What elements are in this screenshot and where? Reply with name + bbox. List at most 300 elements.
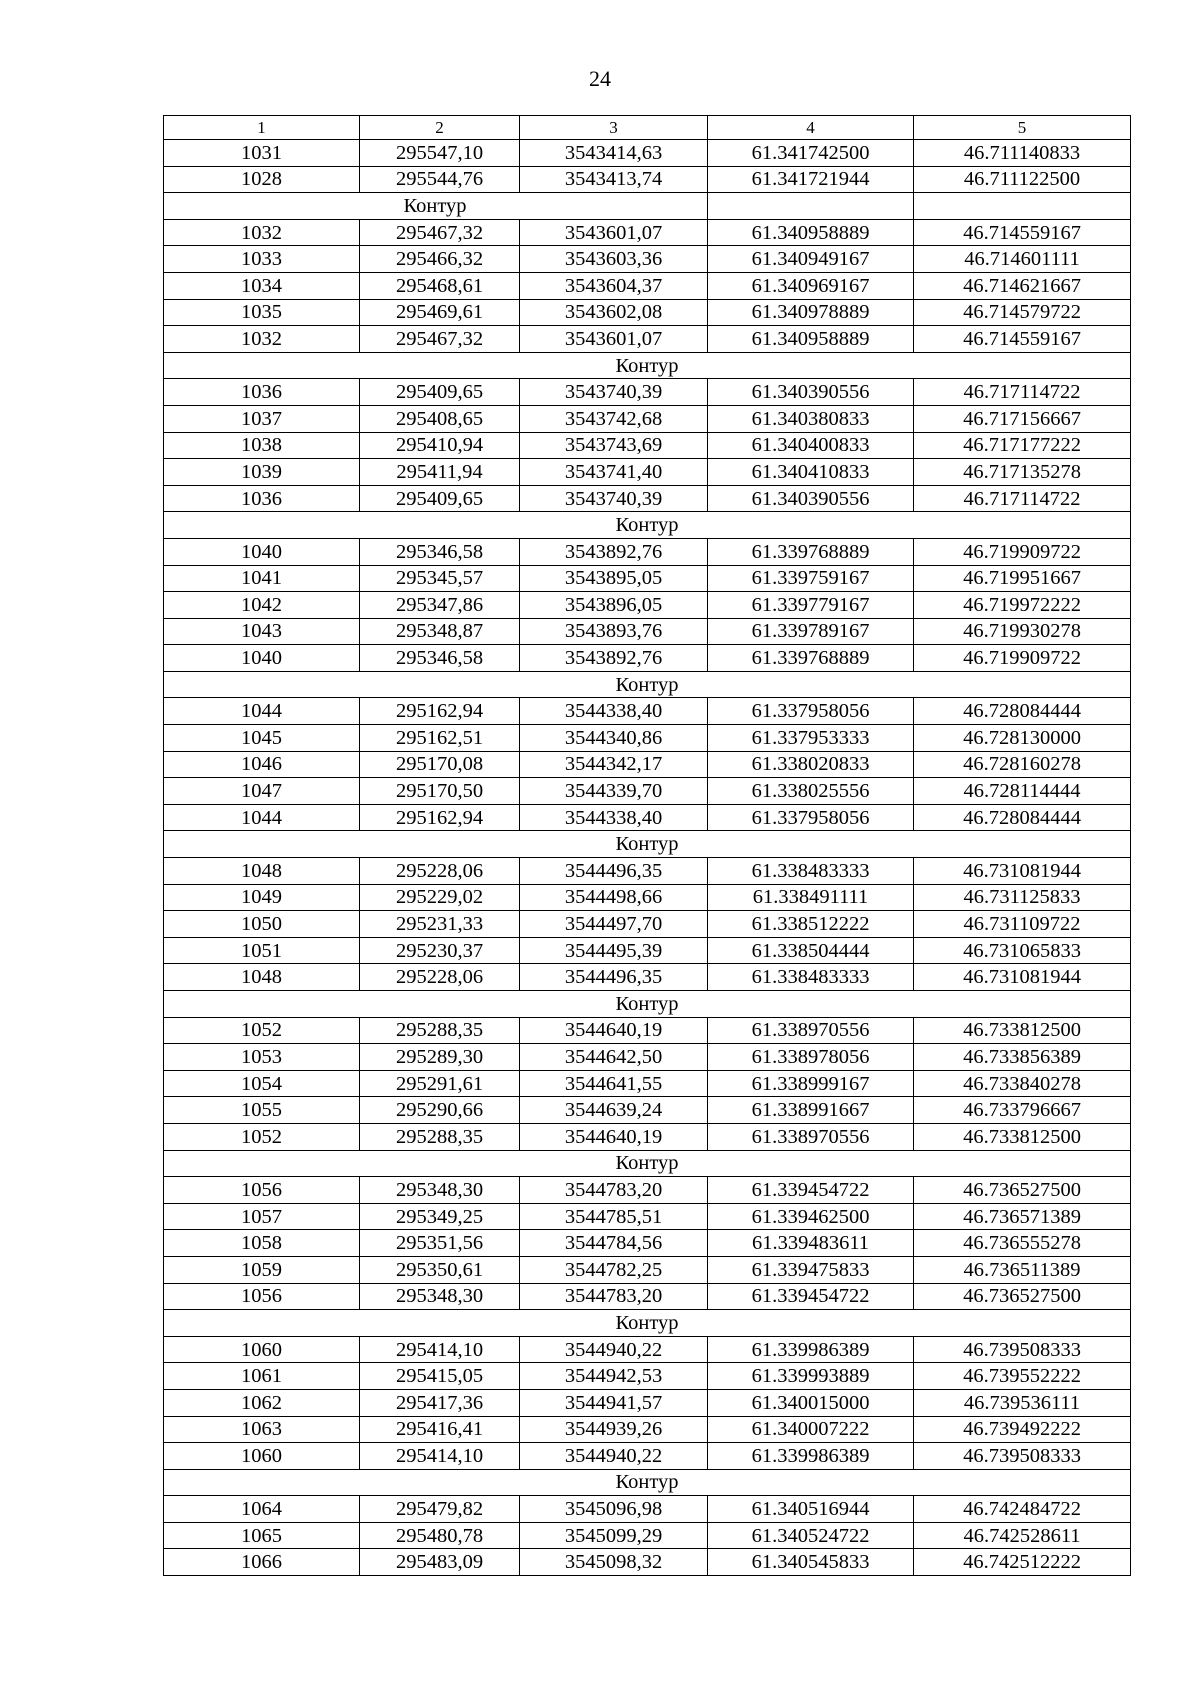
table-cell-col-4: 61.338483333 [708, 964, 914, 991]
table-cell-col-5: 46.717135278 [914, 459, 1131, 486]
table-cell-col-1: 1049 [164, 884, 360, 911]
table-cell-col-5: 46.714601111 [914, 246, 1131, 273]
table-cell-col-3: 3543740,39 [520, 379, 708, 406]
table-cell-col-3: 3544496,35 [520, 858, 708, 885]
table-cell-col-5: 46.733840278 [914, 1070, 1131, 1097]
table-row [164, 725, 1131, 752]
contour-label-row [164, 1150, 1131, 1177]
table-cell-col-4: 61.340400833 [708, 432, 914, 459]
table-cell-col-4: 61.340958889 [708, 219, 914, 246]
table-cell-col-1: 1032 [164, 326, 360, 353]
table-cell-col-4: 61.340969167 [708, 272, 914, 299]
table-cell-col-2: 295416,41 [360, 1416, 520, 1443]
table-cell-col-5: 46.733796667 [914, 1097, 1131, 1124]
table-cell-col-4: 61.340545833 [708, 1549, 914, 1576]
table-cell-col-5: 46.731081944 [914, 858, 1131, 885]
table-cell-col-5: 46.739492222 [914, 1416, 1131, 1443]
table-cell-col-3: 3543893,76 [520, 618, 708, 645]
column-header-5: 5 [914, 116, 1131, 140]
table-cell-col-3: 3543892,76 [520, 538, 708, 565]
table-cell-col-1: 1048 [164, 964, 360, 991]
table-cell-col-2: 295469,61 [360, 299, 520, 326]
table-cell-col-3: 3543743,69 [520, 432, 708, 459]
table-cell-col-4: 61.338970556 [708, 1123, 914, 1150]
table-cell-col-1: 1041 [164, 565, 360, 592]
table-cell-col-5: 46.717114722 [914, 485, 1131, 512]
table-cell-col-5: 46.736527500 [914, 1177, 1131, 1204]
table-row [164, 1283, 1131, 1310]
table-cell-col-1: 1065 [164, 1522, 360, 1549]
table-cell-col-1: 1040 [164, 538, 360, 565]
table-cell-col-3: 3544496,35 [520, 964, 708, 991]
table-cell-col-4: 61.339986389 [708, 1336, 914, 1363]
contour-label-row [164, 512, 1131, 539]
table-row [164, 618, 1131, 645]
table-cell-col-4: 61.338025556 [708, 778, 914, 805]
table-cell-col-3: 3543741,40 [520, 459, 708, 486]
table-row [164, 911, 1131, 938]
table-cell-col-5: 46.717114722 [914, 379, 1131, 406]
table-cell-col-3: 3545096,98 [520, 1496, 708, 1523]
table-cell-col-5: 46.711122500 [914, 166, 1131, 193]
table-cell-col-3: 3544340,86 [520, 725, 708, 752]
table-cell-col-4: 61.340015000 [708, 1389, 914, 1416]
table-row [164, 1522, 1131, 1549]
table-cell-col-4: 61.340949167 [708, 246, 914, 273]
contour-label-row [164, 352, 1131, 379]
table-cell-col-5: 46.736527500 [914, 1283, 1131, 1310]
table-cell-col-2: 295350,61 [360, 1256, 520, 1283]
table-row [164, 1416, 1131, 1443]
table-row [164, 1230, 1131, 1257]
table-row [164, 1123, 1131, 1150]
table-cell-col-1: 1034 [164, 272, 360, 299]
table-cell-col-3: 3543601,07 [520, 326, 708, 353]
table-cell-col-5: 46.719972222 [914, 592, 1131, 619]
table-cell-col-3: 3544342,17 [520, 751, 708, 778]
table-cell-col-4: 61.338020833 [708, 751, 914, 778]
table-cell-col-5: 46.717156667 [914, 405, 1131, 432]
table-cell-col-2: 295288,35 [360, 1123, 520, 1150]
contour-label: Контур [164, 1469, 1131, 1496]
table-row [164, 1017, 1131, 1044]
table-cell-col-4: 61.338512222 [708, 911, 914, 938]
table-cell-col-3: 3544939,26 [520, 1416, 708, 1443]
table-cell-col-4: 61.338483333 [708, 858, 914, 885]
table-cell-col-2: 295468,61 [360, 272, 520, 299]
table-cell-col-3: 3543742,68 [520, 405, 708, 432]
table-cell-col-1: 1042 [164, 592, 360, 619]
page-number: 24 [589, 66, 611, 91]
table-cell-col-1: 1064 [164, 1496, 360, 1523]
table-cell-col-2: 295348,30 [360, 1283, 520, 1310]
table-cell-col-2: 295410,94 [360, 432, 520, 459]
table-cell-col-4: 61.338999167 [708, 1070, 914, 1097]
table-cell-col-4: 61.339454722 [708, 1177, 914, 1204]
table-cell-col-4: 61.337958056 [708, 698, 914, 725]
table-cell-col-3: 3544497,70 [520, 911, 708, 938]
table-cell-col-3: 3544339,70 [520, 778, 708, 805]
table-row [164, 884, 1131, 911]
table-cell-col-1: 1028 [164, 166, 360, 193]
table-row [164, 1097, 1131, 1124]
table-row [164, 804, 1131, 831]
table-cell-col-4: 61.338970556 [708, 1017, 914, 1044]
table-cell-col-1: 1038 [164, 432, 360, 459]
table-cell-col-2: 295162,51 [360, 725, 520, 752]
table-cell-col-1: 1060 [164, 1336, 360, 1363]
table-cell-col-2: 295346,58 [360, 645, 520, 672]
table-cell-col-5: 46.728114444 [914, 778, 1131, 805]
table-cell-col-5: 46.714579722 [914, 299, 1131, 326]
table-cell-col-1: 1058 [164, 1230, 360, 1257]
table-cell-col-2: 295467,32 [360, 326, 520, 353]
table-cell-col-3: 3543892,76 [520, 645, 708, 672]
table-cell-col-3: 3544783,20 [520, 1283, 708, 1310]
table-cell-col-3: 3543413,74 [520, 166, 708, 193]
table-cell-col-3: 3543895,05 [520, 565, 708, 592]
table-cell-col-5: 46.728160278 [914, 751, 1131, 778]
table-cell-col-1: 1056 [164, 1283, 360, 1310]
table-cell-col-4: 61.340007222 [708, 1416, 914, 1443]
table-cell-col-5: 46.719930278 [914, 618, 1131, 645]
table-cell-col-2: 295230,37 [360, 937, 520, 964]
table-cell-col-4: 61.340380833 [708, 405, 914, 432]
table-cell-col-3: 3543603,36 [520, 246, 708, 273]
contour-label: Контур [164, 352, 1131, 379]
table-cell-col-2: 295228,06 [360, 964, 520, 991]
table-cell-col-5: 46.736555278 [914, 1230, 1131, 1257]
table-cell-col-2: 295349,25 [360, 1203, 520, 1230]
contour-label: Контур [164, 1310, 1131, 1337]
table-cell-col-2: 295170,50 [360, 778, 520, 805]
contour-label-row [164, 1469, 1131, 1496]
table-cell-col-3: 3544641,55 [520, 1070, 708, 1097]
table-cell-col-2: 295409,65 [360, 379, 520, 406]
table-row [164, 1203, 1131, 1230]
table-row [164, 379, 1131, 406]
table-cell-col-4: 61.339768889 [708, 645, 914, 672]
table-cell-col-1: 1044 [164, 804, 360, 831]
table-cell-col-4: 61.341721944 [708, 166, 914, 193]
table-cell-col-4: 61.339993889 [708, 1363, 914, 1390]
table-cell-col-3: 3544785,51 [520, 1203, 708, 1230]
table-cell-col-2: 295162,94 [360, 804, 520, 831]
table-row [164, 1256, 1131, 1283]
table-cell-col-4: 61.339768889 [708, 538, 914, 565]
table-row [164, 485, 1131, 512]
table-cell-col-1: 1032 [164, 219, 360, 246]
table-cell-col-2: 295345,57 [360, 565, 520, 592]
column-header-3: 3 [520, 116, 708, 140]
table-cell-col-2: 295351,56 [360, 1230, 520, 1257]
table-cell-col-1: 1053 [164, 1044, 360, 1071]
table-cell-col-3: 3545099,29 [520, 1522, 708, 1549]
table-row [164, 1044, 1131, 1071]
table-cell-col-3: 3543601,07 [520, 219, 708, 246]
table-row [164, 565, 1131, 592]
table-cell-col-2: 295288,35 [360, 1017, 520, 1044]
table-cell-col-1: 1066 [164, 1549, 360, 1576]
table-cell-col-4: 61.340978889 [708, 299, 914, 326]
table-cell-col-4: 61.340524722 [708, 1522, 914, 1549]
table-cell-col-2: 295417,36 [360, 1389, 520, 1416]
table-cell-col-2: 295467,32 [360, 219, 520, 246]
table-cell-col-3: 3544642,50 [520, 1044, 708, 1071]
table-cell-col-2: 295291,61 [360, 1070, 520, 1097]
table-cell-col-5: 46.731109722 [914, 911, 1131, 938]
table-cell-col-2: 295411,94 [360, 459, 520, 486]
table-cell-col-5: 46.731125833 [914, 884, 1131, 911]
table-cell-col-4: 61.341742500 [708, 140, 914, 167]
table-cell-col-5: 46.714621667 [914, 272, 1131, 299]
table-cell-col-5: 46.731081944 [914, 964, 1131, 991]
table-row [164, 698, 1131, 725]
table-cell-col-2: 295229,02 [360, 884, 520, 911]
table-cell-col-5: 46.742484722 [914, 1496, 1131, 1523]
table-cell-col-1: 1039 [164, 459, 360, 486]
table-cell-col-1: 1063 [164, 1416, 360, 1443]
table-cell-col-3: 3544940,22 [520, 1336, 708, 1363]
table-cell-col-5: 46.742528611 [914, 1522, 1131, 1549]
contour-label-row [164, 1310, 1131, 1337]
table-cell-col-2: 295289,30 [360, 1044, 520, 1071]
table-row [164, 1443, 1131, 1470]
table-cell-col-5: 46.719909722 [914, 645, 1131, 672]
table-cell-col-1: 1047 [164, 778, 360, 805]
table-cell-col-4: 61.339779167 [708, 592, 914, 619]
table-cell-col-1: 1062 [164, 1389, 360, 1416]
table-cell-col-1: 1061 [164, 1363, 360, 1390]
table-cell-col-4: 61.339454722 [708, 1283, 914, 1310]
coordinates-table [163, 115, 1131, 1576]
table-header-row [164, 116, 1131, 140]
table-cell-col-5: 46.719909722 [914, 538, 1131, 565]
table-cell-col-4: 61.340516944 [708, 1496, 914, 1523]
table-row [164, 219, 1131, 246]
table-cell-col-3: 3543896,05 [520, 592, 708, 619]
table-row [164, 1177, 1131, 1204]
table-cell-col-5: 46.714559167 [914, 326, 1131, 353]
table-cell-col-1: 1036 [164, 485, 360, 512]
table-row [164, 166, 1131, 193]
table-cell-col-4: 61.339759167 [708, 565, 914, 592]
table-cell-col-3: 3544942,53 [520, 1363, 708, 1390]
table-cell-col-4: 61.339789167 [708, 618, 914, 645]
table-cell-col-4: 61.339462500 [708, 1203, 914, 1230]
table-cell-col-3: 3544338,40 [520, 698, 708, 725]
table-cell-col-4: 61.338504444 [708, 937, 914, 964]
table-cell-col-2: 295348,30 [360, 1177, 520, 1204]
table-row [164, 1496, 1131, 1523]
table-cell-col-1: 1040 [164, 645, 360, 672]
table-cell-col-3: 3544782,25 [520, 1256, 708, 1283]
table-cell-col-2: 295479,82 [360, 1496, 520, 1523]
table-row [164, 326, 1131, 353]
table-row [164, 299, 1131, 326]
contour-label-row [164, 831, 1131, 858]
table-cell-col-1: 1036 [164, 379, 360, 406]
table-cell-col-5: 46.733812500 [914, 1017, 1131, 1044]
table-cell-col-4: 61.340390556 [708, 379, 914, 406]
table-cell-col-5: 46.739536111 [914, 1389, 1131, 1416]
table-cell-col-5: 46.728084444 [914, 804, 1131, 831]
table-cell-col-3: 3544783,20 [520, 1177, 708, 1204]
table-cell-col-3: 3544784,56 [520, 1230, 708, 1257]
table-cell-col-1: 1035 [164, 299, 360, 326]
contour-label: Контур [360, 193, 708, 220]
contour-label-row [164, 991, 1131, 1018]
table-cell-col-1: 1045 [164, 725, 360, 752]
table-cell-col-3: 3544495,39 [520, 937, 708, 964]
contour-label: Контур [164, 512, 1131, 539]
table-cell-col-5: 46.711140833 [914, 140, 1131, 167]
column-header-4: 4 [708, 116, 914, 140]
table-cell-col-1: 1044 [164, 698, 360, 725]
column-header-1: 1 [164, 116, 360, 140]
table-cell-col-1: 1031 [164, 140, 360, 167]
table-cell-col-3: 3544640,19 [520, 1017, 708, 1044]
table-cell-col-5: 46.739508333 [914, 1336, 1131, 1363]
table-cell-col-2: 295414,10 [360, 1336, 520, 1363]
column-header-2: 2 [360, 116, 520, 140]
table-row [164, 538, 1131, 565]
table-cell-col-2: 295347,86 [360, 592, 520, 619]
table-row [164, 645, 1131, 672]
table-cell-col-5: 46.736571389 [914, 1203, 1131, 1230]
table-cell-col-5: 46.733812500 [914, 1123, 1131, 1150]
table-row [164, 432, 1131, 459]
table-cell-col-5: 46.733856389 [914, 1044, 1131, 1071]
table-cell-col-2: 295466,32 [360, 246, 520, 273]
table-cell-col-1: 1056 [164, 1177, 360, 1204]
table-cell-col-1: 1057 [164, 1203, 360, 1230]
table-cell-col-1: 1050 [164, 911, 360, 938]
contour-label-row [164, 193, 1131, 220]
table-row [164, 1389, 1131, 1416]
table-cell-col-2: 295483,09 [360, 1549, 520, 1576]
table-cell-col-1: 1046 [164, 751, 360, 778]
table-cell-col-1: 1060 [164, 1443, 360, 1470]
coordinates-table-body [164, 116, 1131, 1576]
table-cell-col-5: 46.728130000 [914, 725, 1131, 752]
table-cell-col-2: 295544,76 [360, 166, 520, 193]
table-cell-col-1: 1043 [164, 618, 360, 645]
table-cell-col-2: 295547,10 [360, 140, 520, 167]
table-cell-col-2: 295409,65 [360, 485, 520, 512]
table-cell-col-3: 3544640,19 [520, 1123, 708, 1150]
table-cell-col-1: 1051 [164, 937, 360, 964]
table-cell-col-3: 3545098,32 [520, 1549, 708, 1576]
table-cell-col-4: 61.339986389 [708, 1443, 914, 1470]
table-cell-col-2: 295346,58 [360, 538, 520, 565]
contour-label: Контур [164, 991, 1131, 1018]
table-row [164, 1549, 1131, 1576]
table-cell-col-5: 46.731065833 [914, 937, 1131, 964]
table-row [164, 246, 1131, 273]
table-cell-col-4: 61.337958056 [708, 804, 914, 831]
table-cell-col-4: 61.340958889 [708, 326, 914, 353]
table-cell-col-2: 295170,08 [360, 751, 520, 778]
table-row [164, 592, 1131, 619]
table-row [164, 459, 1131, 486]
table-cell-col-3: 3544940,22 [520, 1443, 708, 1470]
table-cell-col-4: 61.340390556 [708, 485, 914, 512]
table-row [164, 1070, 1131, 1097]
contour-label-blank [164, 193, 360, 220]
table-cell-col-2: 295228,06 [360, 858, 520, 885]
table-cell-col-1: 1052 [164, 1017, 360, 1044]
table-cell-col-5: 46.742512222 [914, 1549, 1131, 1576]
table-cell-col-4: 61.337953333 [708, 725, 914, 752]
table-cell-col-3: 3544941,57 [520, 1389, 708, 1416]
table-cell-col-1: 1052 [164, 1123, 360, 1150]
table-cell-col-1: 1055 [164, 1097, 360, 1124]
table-cell-col-5: 46.728084444 [914, 698, 1131, 725]
contour-label-row [164, 671, 1131, 698]
table-cell-col-3: 3544498,66 [520, 884, 708, 911]
table-cell-col-1: 1059 [164, 1256, 360, 1283]
table-cell-col-5: 46.739508333 [914, 1443, 1131, 1470]
table-cell-col-5: 46.736511389 [914, 1256, 1131, 1283]
table-cell-col-5: 46.719951667 [914, 565, 1131, 592]
table-cell-col-1: 1037 [164, 405, 360, 432]
table-cell-col-1: 1048 [164, 858, 360, 885]
table-cell-col-4: 61.338491111 [708, 884, 914, 911]
contour-label: Контур [164, 1150, 1131, 1177]
table-cell-col-5: 46.714559167 [914, 219, 1131, 246]
table-cell-col-2: 295348,87 [360, 618, 520, 645]
table-cell-col-4: 61.338991667 [708, 1097, 914, 1124]
table-cell-col-5: 46.717177222 [914, 432, 1131, 459]
table-row [164, 1363, 1131, 1390]
table-cell-col-2: 295415,05 [360, 1363, 520, 1390]
table-cell-col-2: 295290,66 [360, 1097, 520, 1124]
table-cell-col-5: 46.739552222 [914, 1363, 1131, 1390]
table-cell-col-1: 1054 [164, 1070, 360, 1097]
table-cell-col-3: 3543602,08 [520, 299, 708, 326]
table-cell-col-4: 61.339475833 [708, 1256, 914, 1283]
contour-label: Контур [164, 831, 1131, 858]
table-cell-col-3: 3543740,39 [520, 485, 708, 512]
table-cell-col-4: 61.338978056 [708, 1044, 914, 1071]
table-cell-col-4: 61.340410833 [708, 459, 914, 486]
table-row [164, 858, 1131, 885]
table-cell-col-4: 61.339483611 [708, 1230, 914, 1257]
table-cell-col-2: 295408,65 [360, 405, 520, 432]
contour-label-blank [708, 193, 914, 220]
table-row [164, 405, 1131, 432]
table-row [164, 778, 1131, 805]
table-row [164, 1336, 1131, 1363]
table-row [164, 751, 1131, 778]
table-cell-col-2: 295480,78 [360, 1522, 520, 1549]
table-row [164, 272, 1131, 299]
contour-label: Контур [164, 671, 1131, 698]
table-cell-col-3: 3543604,37 [520, 272, 708, 299]
table-cell-col-2: 295231,33 [360, 911, 520, 938]
table-cell-col-2: 295162,94 [360, 698, 520, 725]
contour-label-blank [914, 193, 1131, 220]
table-cell-col-3: 3543414,63 [520, 140, 708, 167]
table-cell-col-1: 1033 [164, 246, 360, 273]
table-cell-col-2: 295414,10 [360, 1443, 520, 1470]
table-row [164, 964, 1131, 991]
table-cell-col-3: 3544338,40 [520, 804, 708, 831]
table-row [164, 140, 1131, 167]
table-cell-col-3: 3544639,24 [520, 1097, 708, 1124]
table-row [164, 937, 1131, 964]
